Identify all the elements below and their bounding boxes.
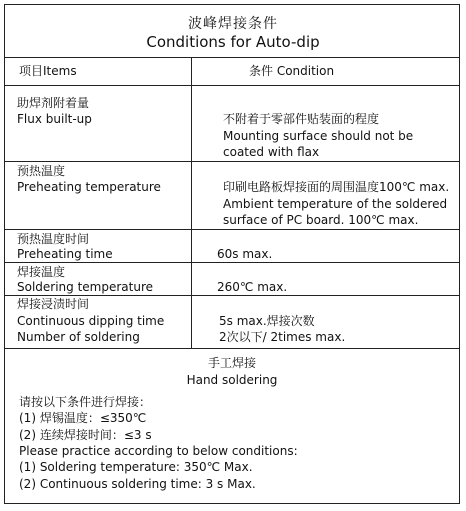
row1-cond-3: coated with flax	[223, 145, 320, 159]
title-english: Conditions for Auto-dip	[146, 33, 320, 51]
divider-row-5	[5, 348, 459, 349]
row2-cond-2: Ambient temperature of the soldered	[223, 197, 448, 211]
column-divider	[191, 57, 192, 348]
row2-item-zh: 预热温度	[17, 164, 66, 178]
hand-line-3: (2) 连续焊接时间：≤3 s	[19, 428, 152, 442]
row3-item-zh: 预热温度时间	[17, 232, 90, 246]
row1-cond-2: Mounting surface should not be	[223, 129, 414, 143]
header-items: 项目Items	[19, 64, 77, 78]
row5-cond-2: 2次以下/ 2times max.	[219, 330, 346, 344]
hand-line-2: (1) 焊锡温度：≤350℃	[19, 411, 147, 425]
hand-line-5: (1) Soldering temperature: 350℃ Max.	[19, 460, 253, 474]
row3-cond-1: 60s max.	[217, 247, 273, 261]
title-chinese: 波峰焊接条件	[188, 16, 278, 32]
row1-item-zh: 助焊剂附着量	[17, 96, 90, 110]
row2-cond-1: 印刷电路板焊接面的周围温度100℃ max.	[223, 180, 450, 194]
divider-row-3	[5, 262, 459, 263]
row5-cond-1: 5s max.焊接次数	[219, 314, 315, 328]
row1-item-en: Flux built-up	[17, 112, 92, 126]
divider-row-1	[5, 161, 459, 162]
row5-item-zh: 焊接浸渍时间	[17, 297, 90, 311]
row5-item-en2: Number of soldering	[17, 330, 140, 344]
hand-title-zh: 手工焊接	[207, 356, 256, 370]
divider-header	[5, 85, 459, 86]
row4-item-zh: 焊接温度	[17, 265, 66, 279]
row4-cond-1: 260℃ max.	[217, 280, 288, 294]
hand-title-en: Hand soldering	[186, 373, 278, 387]
row4-item-en: Soldering temperature	[17, 280, 154, 294]
hand-line-6: (2) Continuous soldering time: 3 s Max.	[19, 477, 256, 491]
header-condition: 条件 Condition	[249, 64, 335, 78]
row1-cond-1: 不附着于零部件贴装面的程度	[223, 112, 380, 126]
row2-item-en: Preheating temperature	[17, 180, 161, 194]
row3-item-en: Preheating time	[17, 247, 113, 261]
row5-item-en: Continuous dipping time	[17, 314, 165, 328]
hand-line-1: 请按以下条件进行焊接：	[19, 395, 152, 409]
divider-title	[5, 57, 459, 58]
conditions-table-frame	[4, 4, 460, 504]
divider-row-2	[5, 229, 459, 230]
row2-cond-3: surface of PC board. 100℃ max.	[223, 213, 419, 227]
hand-line-4: Please practice according to below conditions:	[19, 444, 298, 458]
